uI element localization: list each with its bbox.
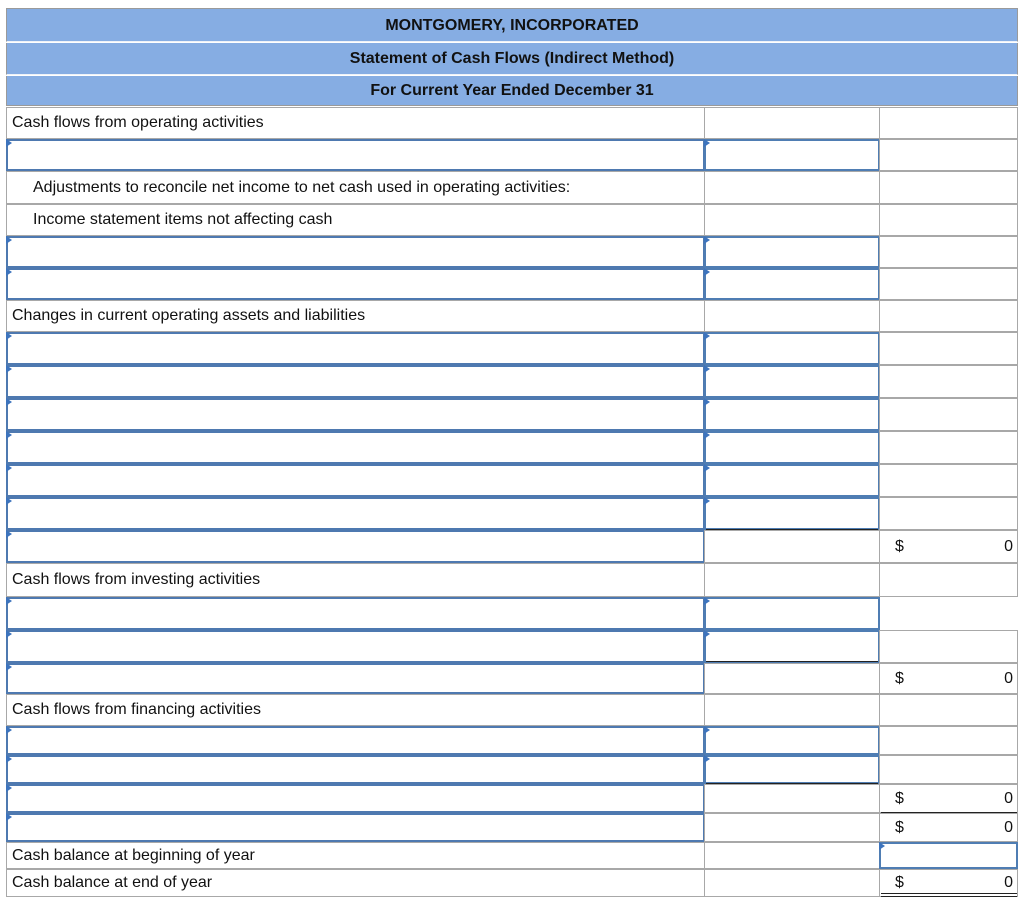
financing-total-value: 0 — [1004, 790, 1013, 807]
cash-end-label: Cash balance at end of year — [6, 869, 705, 897]
empty-cell — [879, 139, 1018, 171]
input-marker-icon — [879, 842, 885, 850]
empty-cell — [879, 431, 1018, 464]
input-marker-icon — [6, 464, 12, 472]
investing-heading: Cash flows from investing activities — [6, 563, 705, 597]
noncash-line-1-label-input[interactable] — [6, 236, 705, 268]
empty-cell — [879, 464, 1018, 497]
empty-cell — [704, 813, 880, 842]
empty-cell — [704, 530, 880, 563]
financing-line-1-amount-input[interactable] — [704, 726, 880, 755]
financing-line-2-label-input[interactable] — [6, 755, 705, 784]
input-marker-icon — [704, 726, 710, 734]
company-name: MONTGOMERY, INCORPORATED — [6, 8, 1018, 42]
input-marker-icon — [6, 597, 12, 605]
input-marker-icon — [6, 139, 12, 147]
changes-line-5-amount-input[interactable] — [704, 464, 880, 497]
empty-cell — [704, 842, 880, 869]
input-marker-icon — [6, 268, 12, 276]
financing-heading: Cash flows from financing activities — [6, 694, 705, 726]
empty-cell — [704, 869, 880, 897]
input-marker-icon — [704, 630, 710, 638]
empty-cell — [704, 107, 880, 139]
financing-total-label-input[interactable] — [6, 784, 705, 813]
noncash-items-label: Income statement items not affecting cash — [6, 204, 705, 236]
input-marker-icon — [704, 597, 710, 605]
cash-begin-amount-input[interactable] — [879, 842, 1018, 869]
cash-begin-label: Cash balance at beginning of year — [6, 842, 705, 869]
financing-line-2-amount-input[interactable] — [704, 755, 880, 784]
input-marker-icon — [704, 464, 710, 472]
empty-cell — [704, 694, 880, 726]
investing-total-label-input[interactable] — [6, 663, 705, 694]
changes-line-2-amount-input[interactable] — [704, 365, 880, 398]
input-marker-icon — [704, 332, 710, 340]
input-marker-icon — [6, 755, 12, 763]
input-marker-icon — [6, 431, 12, 439]
empty-cell — [879, 236, 1018, 268]
input-marker-icon — [704, 431, 710, 439]
empty-cell — [879, 300, 1018, 332]
input-marker-icon — [6, 630, 12, 638]
empty-cell — [879, 755, 1018, 784]
changes-line-4-label-input[interactable] — [6, 431, 705, 464]
input-marker-icon — [6, 726, 12, 734]
operating-heading: Cash flows from operating activities — [6, 107, 705, 139]
financing-line-1-label-input[interactable] — [6, 726, 705, 755]
input-marker-icon — [6, 398, 12, 406]
empty-cell — [704, 784, 880, 813]
empty-cell — [879, 268, 1018, 300]
empty-cell — [879, 107, 1018, 139]
changes-line-1-label-input[interactable] — [6, 332, 705, 365]
input-marker-icon — [6, 663, 12, 671]
adjustments-label: Adjustments to reconcile net income to net cash used in operating activities: — [6, 171, 705, 204]
currency-symbol: $ — [895, 874, 904, 891]
currency-symbol: $ — [895, 790, 904, 807]
cash-end-value: 0 — [1004, 874, 1013, 891]
investing-line-1-amount-input[interactable] — [704, 597, 880, 630]
empty-cell — [879, 563, 1018, 597]
investing-line-2-amount-input[interactable] — [704, 630, 880, 663]
subtotal-underline — [706, 661, 878, 662]
changes-heading: Changes in current operating assets and liabilities — [6, 300, 705, 332]
double-underline — [881, 893, 1017, 897]
currency-symbol: $ — [895, 819, 904, 836]
input-marker-icon — [6, 530, 12, 538]
currency-symbol: $ — [895, 538, 904, 555]
empty-cell — [704, 300, 880, 332]
input-marker-icon — [704, 236, 710, 244]
empty-cell — [879, 171, 1018, 204]
empty-cell — [704, 663, 880, 694]
input-marker-icon — [6, 365, 12, 373]
noncash-line-2-amount-input[interactable] — [704, 268, 880, 300]
input-marker-icon — [6, 497, 12, 505]
changes-line-3-label-input[interactable] — [6, 398, 705, 431]
changes-line-4-amount-input[interactable] — [704, 431, 880, 464]
operating-total-value: 0 — [1004, 538, 1013, 555]
statement-title: Statement of Cash Flows (Indirect Method) — [6, 43, 1018, 75]
input-marker-icon — [704, 365, 710, 373]
input-marker-icon — [6, 784, 12, 792]
input-marker-icon — [704, 268, 710, 276]
investing-line-1-label-input[interactable] — [6, 597, 705, 630]
empty-cell — [879, 365, 1018, 398]
changes-line-1-amount-input[interactable] — [704, 332, 880, 365]
investing-line-2-label-input[interactable] — [6, 630, 705, 663]
input-marker-icon — [6, 332, 12, 340]
empty-cell — [704, 171, 880, 204]
changes-line-5-label-input[interactable] — [6, 464, 705, 497]
net-change-label-input[interactable] — [6, 813, 705, 842]
empty-cell — [704, 204, 880, 236]
operating-line-1-amount-input[interactable] — [704, 139, 880, 171]
empty-cell — [879, 726, 1018, 755]
changes-line-6-amount-input[interactable] — [704, 497, 880, 530]
noncash-line-1-amount-input[interactable] — [704, 236, 880, 268]
input-marker-icon — [6, 813, 12, 821]
operating-line-1-label-input[interactable] — [6, 139, 705, 171]
input-marker-icon — [704, 398, 710, 406]
input-marker-icon — [704, 755, 710, 763]
empty-cell — [879, 204, 1018, 236]
net-change-value: 0 — [1004, 819, 1013, 836]
empty-cell — [879, 398, 1018, 431]
statement-period: For Current Year Ended December 31 — [6, 76, 1018, 106]
empty-cell — [879, 332, 1018, 365]
investing-total-value: 0 — [1004, 670, 1013, 687]
noncash-line-2-label-input[interactable] — [6, 268, 705, 300]
empty-cell — [879, 694, 1018, 726]
input-marker-icon — [6, 236, 12, 244]
currency-symbol: $ — [895, 670, 904, 687]
empty-cell — [879, 497, 1018, 530]
operating-total-label-input[interactable] — [6, 530, 705, 563]
input-marker-icon — [704, 139, 710, 147]
empty-cell — [879, 630, 1018, 663]
changes-line-3-amount-input[interactable] — [704, 398, 880, 431]
changes-line-6-label-input[interactable] — [6, 497, 705, 530]
input-marker-icon — [704, 497, 710, 505]
changes-line-2-label-input[interactable] — [6, 365, 705, 398]
empty-cell — [704, 563, 880, 597]
